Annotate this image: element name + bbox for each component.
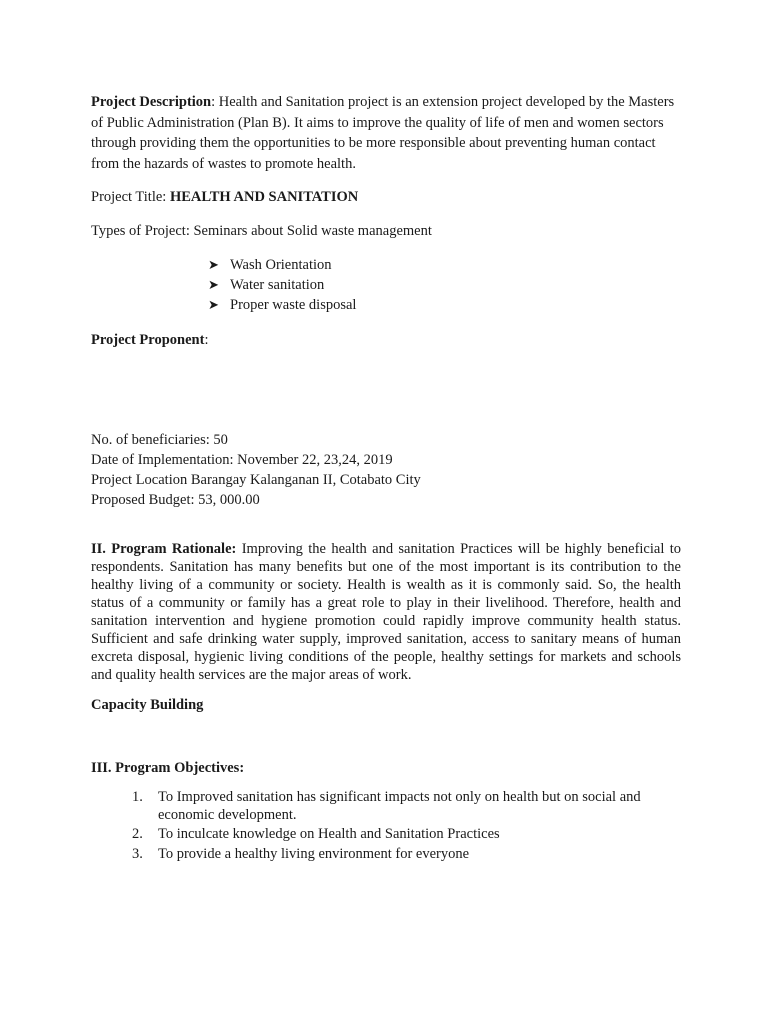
list-item [132, 826, 672, 844]
list-item [132, 789, 672, 824]
list-item [208, 275, 356, 295]
project-description-label: Project Description [91, 94, 212, 110]
list-item-text: Proper waste disposal [230, 297, 357, 313]
project-title-label: Project Title: [91, 189, 170, 205]
list-item-text: Water sanitation [230, 277, 325, 293]
list-item-text: To inculcate knowledge on Health and Sanitation Practices [158, 826, 500, 842]
project-title [91, 187, 681, 208]
arrow-bullet-icon: ➤ [208, 257, 219, 272]
list-item-text: To Improved sanitation has significant impacts not only on health but on social and economic development. [158, 789, 641, 823]
list-item-text: Wash Orientation [230, 257, 332, 273]
list-item-text: To provide a healthy living environment for everyone [158, 845, 470, 862]
beneficiaries: No. of beneficiaries: 50 [91, 432, 228, 448]
program-rationale-label: II. Program Rationale: [91, 541, 237, 557]
project-proponent-suffix: : [204, 332, 209, 348]
project-details [91, 430, 681, 510]
program-rationale-text: Improving the health and sanitation Practices will be highly beneficial to respondents. Sanitation has many benefits but one of the most important is its contribution to the healthy living of a community or society. Health is wealth as it is commonly said. So, the health status of a community or family has a great role to play in their livelihood. Therefore, health and sanitation intervention and hygiene promotion could rapidly improve community health status. Sufficient and safe drinking water supply, improved sanitation, access to sanitary means of human excreta disposal, hygienic living conditions of the people, healthy settings for markets and schools and quality health services are the major areas of work. [91, 541, 681, 683]
project-proponent [91, 330, 681, 351]
project-description-text: : Health and Sanitation project is an extension project developed by the Masters of Public Administration (Plan B). It aims to improve the quality of life of men and women sectors through providing them the opportunities to be more responsible about preventing human contact from the hazards of wastes to promote health. [91, 94, 675, 172]
project-types-list [208, 255, 356, 315]
capacity-building-heading: Capacity Building [91, 697, 204, 713]
program-objectives-heading: III. Program Objectives: [91, 760, 245, 776]
list-item [132, 846, 672, 864]
list-item [208, 255, 356, 275]
project-title-value: HEALTH AND SANITATION [169, 189, 359, 205]
list-item-number: 3. [132, 845, 143, 862]
list-item [208, 295, 356, 315]
arrow-bullet-icon: ➤ [208, 277, 219, 292]
arrow-bullet-icon: ➤ [208, 297, 219, 312]
program-rationale [91, 540, 681, 684]
project-location: Project Location Barangay Kalanganan II, Cotabato City [91, 472, 421, 488]
list-item-number: 1. [132, 789, 143, 805]
implementation-date: Date of Implementation: November 22, 23,24, 2019 [91, 452, 393, 468]
objectives-list [132, 789, 672, 865]
list-item-number: 2. [132, 826, 143, 842]
project-types: Types of Project: Seminars about Solid waste management [91, 223, 432, 239]
project-proponent-label: Project Proponent [91, 332, 205, 348]
proposed-budget: Proposed Budget: 53, 000.00 [91, 492, 260, 508]
project-description [91, 92, 681, 174]
